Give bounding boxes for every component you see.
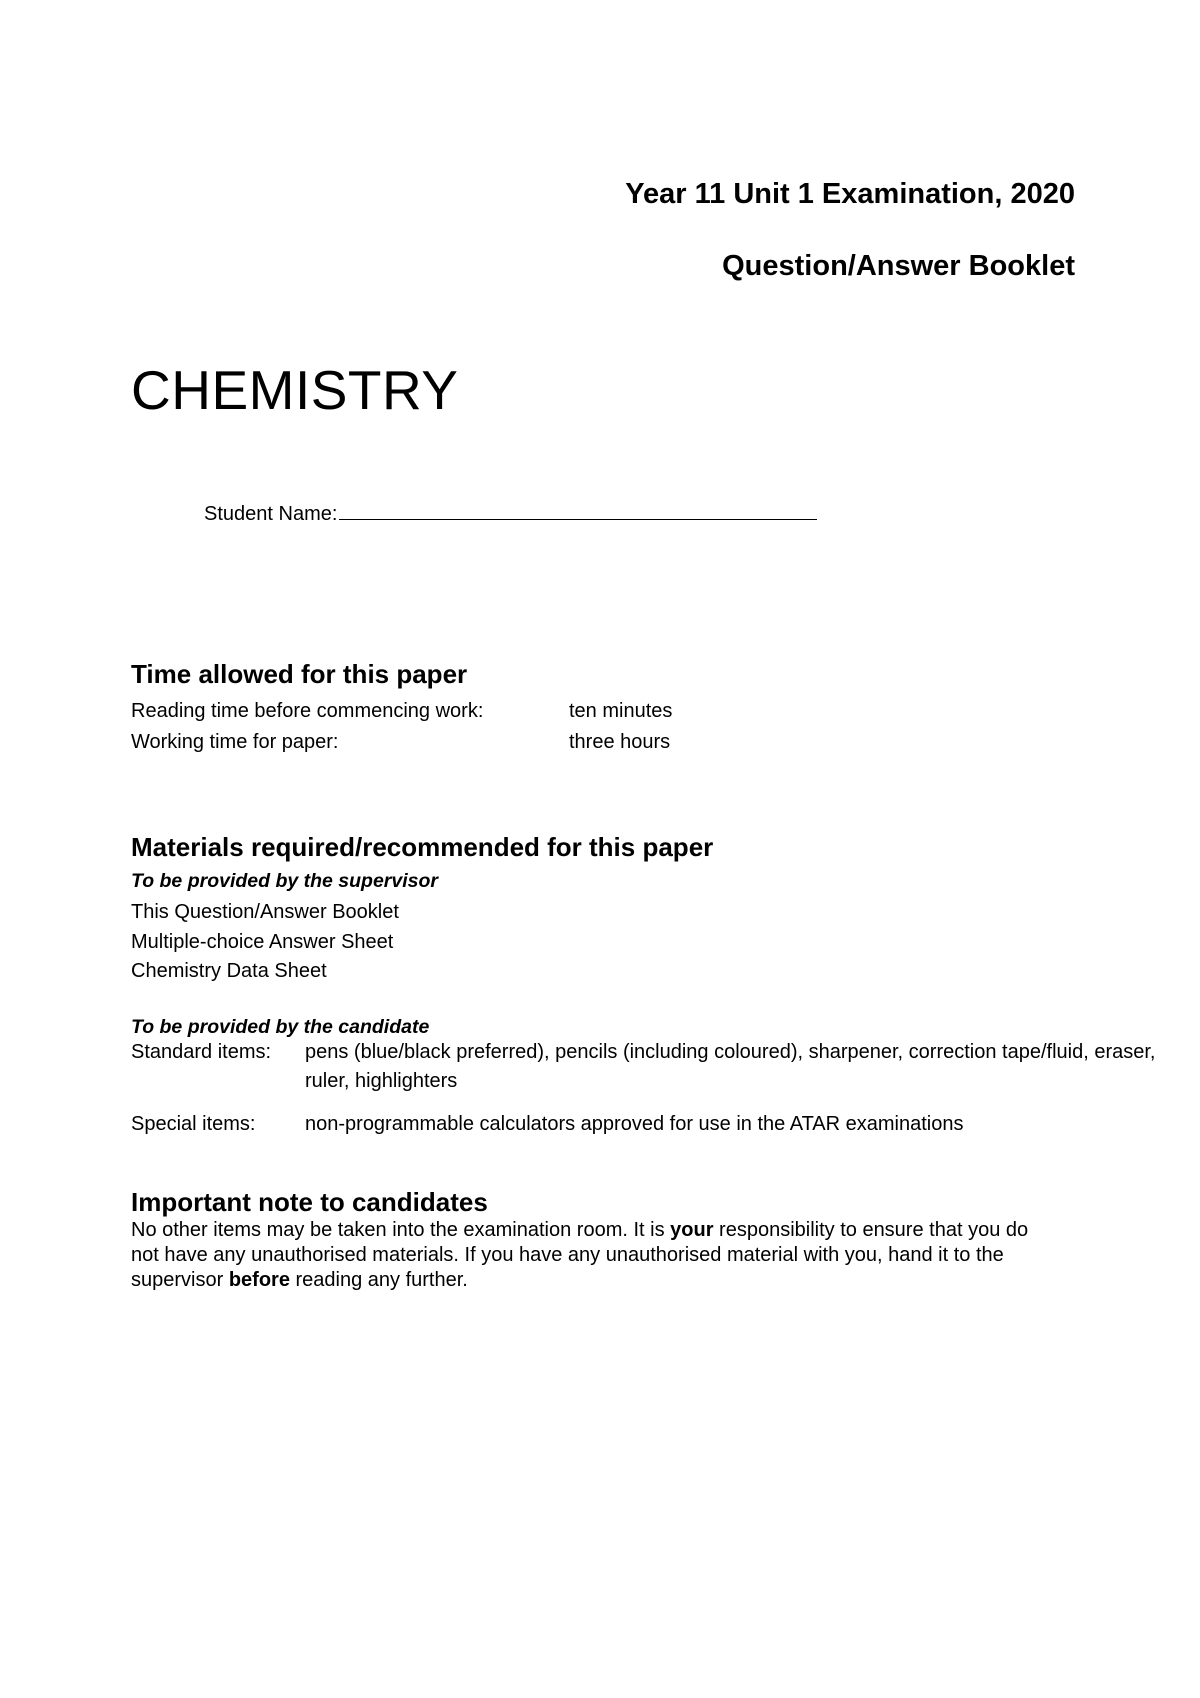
reading-time-value: ten minutes	[569, 700, 673, 722]
working-time-value: three hours	[569, 731, 671, 753]
note-text-part: reading any further.	[289, 1269, 468, 1291]
working-time-label: Working time for paper:	[131, 731, 339, 753]
reading-time-label: Reading time before commencing work:	[131, 700, 484, 722]
note-emphasis-your: your	[670, 1219, 714, 1241]
student-name-label: Student Name:	[204, 503, 338, 525]
student-name-line	[339, 500, 817, 520]
supervisor-item: This Question/Answer Booklet	[131, 901, 399, 923]
reading-time-row	[131, 698, 673, 724]
materials-heading: Materials required/recommended for this paper	[131, 832, 714, 862]
time-allowed-heading: Time allowed for this paper	[131, 659, 468, 689]
note-emphasis-before: before	[228, 1269, 290, 1291]
important-note-heading: Important note to candidates	[131, 1187, 488, 1217]
student-name-field	[204, 500, 817, 527]
note-text-part: No other items may be taken into the examination room. It is	[131, 1219, 671, 1241]
supervisor-item: Multiple-choice Answer Sheet	[131, 931, 394, 953]
note-text-part: responsibility to ensure that you do not have any unauthorised materials. If you have any unauthorised material with you, hand it to the supervisor	[131, 1219, 1029, 1291]
special-items-label: Special items:	[131, 1113, 256, 1135]
booklet-type: Question/Answer Booklet	[722, 250, 1075, 282]
supervisor-item: Chemistry Data Sheet	[131, 960, 327, 982]
special-items-description: non-programmable calculators approved for use in the ATAR examinations	[305, 1113, 964, 1135]
supervisor-subheading: To be provided by the supervisor	[131, 870, 439, 892]
important-note-text	[131, 1218, 1061, 1293]
header-block	[625, 176, 1075, 284]
exam-title: Year 11 Unit 1 Examination, 2020	[625, 178, 1075, 210]
working-time-row	[131, 729, 671, 755]
subject-title: CHEMISTRY	[131, 359, 459, 421]
standard-items-description: pens (blue/black preferred), pencils (including coloured), sharpener, correction tape/fluid, eraser, ruler, highlighters	[305, 1041, 1156, 1092]
candidate-subheading: To be provided by the candidate	[131, 1016, 430, 1038]
standard-items-label: Standard items:	[131, 1041, 272, 1063]
